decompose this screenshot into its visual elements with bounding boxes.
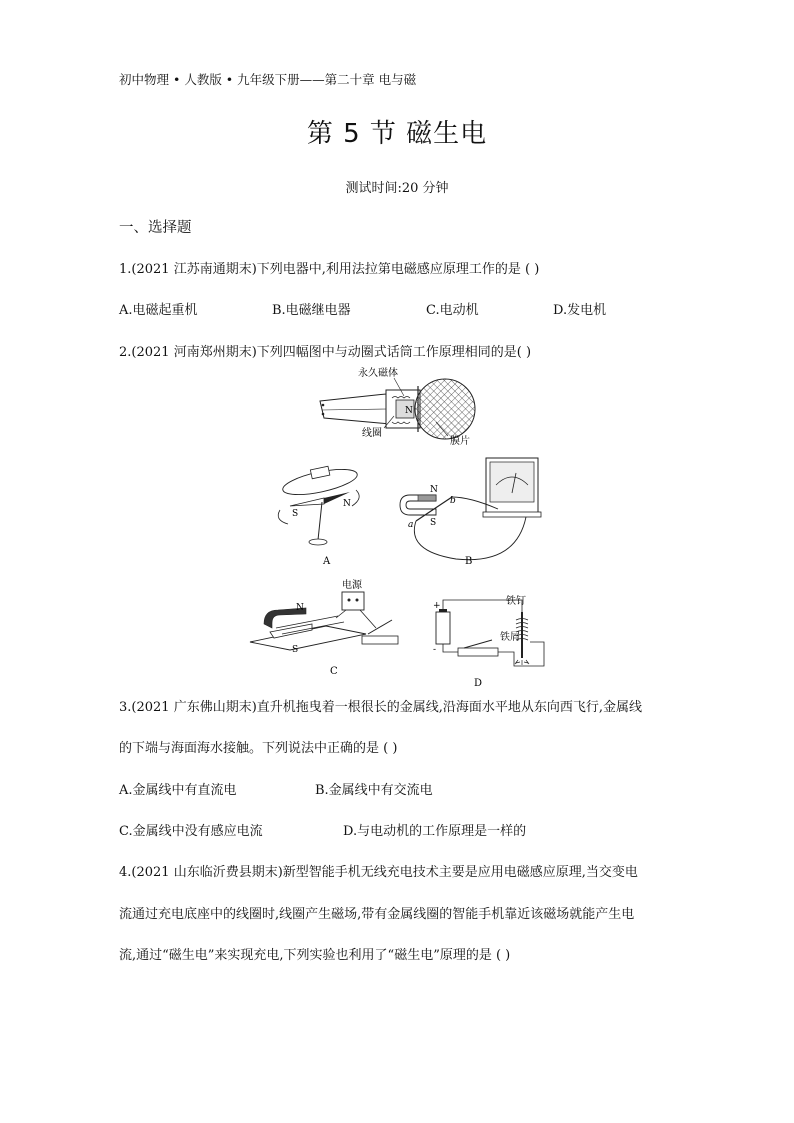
fig-c-label: C [330, 666, 338, 677]
fig-b-label: B [465, 556, 473, 567]
figure-c-motor [246, 578, 412, 678]
q3-option-d[interactable]: D.与电动机的工作原理是一样的 [343, 824, 527, 839]
q1-option-b[interactable]: B.电磁继电器 [272, 303, 351, 318]
figure-d-electromagnet [426, 590, 556, 688]
section-title: 第 5 节 磁生电 [306, 119, 488, 149]
q3-option-b[interactable]: B.金属线中有交流电 [315, 783, 433, 798]
question-4-stem-line-2: 流通过充电底座中的线圈时,线圈产生磁场,带有金属线圈的智能手机靠近该磁场就能产生电 [119, 907, 635, 922]
fig-a-n: N [343, 499, 351, 509]
question-4-stem-line-1: 4.(2021 山东临沂费县期末)新型智能手机无线充电技术主要是应用电磁感应原理,当交变电 [119, 865, 638, 880]
fig-c-power: 电源 [342, 580, 362, 591]
fig-d-filings: 铁屑 [500, 632, 520, 643]
fig-b-s: S [430, 518, 437, 528]
fig-c-n: N [296, 603, 304, 613]
fig-d-nail: 铁钉 [506, 596, 526, 607]
test-time: 测试时间:20 分钟 [345, 181, 449, 196]
question-1-stem: 1.(2021 江苏南通期末)下列电器中,利用法拉第电磁感应原理工作的是 ( ) [119, 262, 540, 277]
fig-a-label: A [323, 556, 331, 567]
fig-d-minus: - [433, 645, 437, 655]
fig-b-a: a [408, 520, 414, 530]
figure-b-galvanometer [388, 455, 546, 570]
q3-option-a[interactable]: A.金属线中有直流电 [119, 783, 237, 798]
question-3-stem-line-2: 的下端与海面海水接触。下列说法中正确的是 ( ) [119, 741, 398, 756]
section-heading: 一、选择题 [119, 220, 192, 236]
page-header: 初中物理 • 人教版 • 九年级下册——第二十章 电与磁 [119, 72, 417, 87]
q3-option-c[interactable]: C.金属线中没有感应电流 [119, 824, 263, 839]
fig-c-s: S [292, 645, 299, 655]
fig-a-s: S [292, 509, 299, 519]
fig-d-label: D [474, 678, 483, 688]
label-coil: 线圈 [362, 428, 382, 439]
q1-option-c[interactable]: C.电动机 [426, 303, 479, 318]
question-3-stem-line-1: 3.(2021 广东佛山期末)直升机拖曳着一根很长的金属线,沿海面水平地从东向西飞行,金属线 [119, 700, 643, 715]
microphone-figure [310, 366, 500, 448]
label-permanent-magnet: 永久磁体 [358, 368, 398, 379]
figure-a-compass [268, 460, 378, 570]
q1-option-a[interactable]: A.电磁起重机 [119, 303, 198, 318]
label-diaphragm: 膜片 [450, 436, 470, 447]
question-2-stem: 2.(2021 河南郑州期末)下列四幅图中与动圈式话筒工作原理相同的是( ) [119, 345, 532, 360]
fig-b-b: b [450, 496, 456, 506]
q1-option-d[interactable]: D.发电机 [553, 303, 607, 318]
question-4-stem-line-3: 流,通过“磁生电”来实现充电,下列实验也利用了“磁生电”原理的是 ( ) [119, 948, 511, 963]
fig-d-plus: + [433, 601, 441, 611]
fig-b-n: N [430, 485, 438, 495]
label-mic-n: N [405, 406, 413, 416]
